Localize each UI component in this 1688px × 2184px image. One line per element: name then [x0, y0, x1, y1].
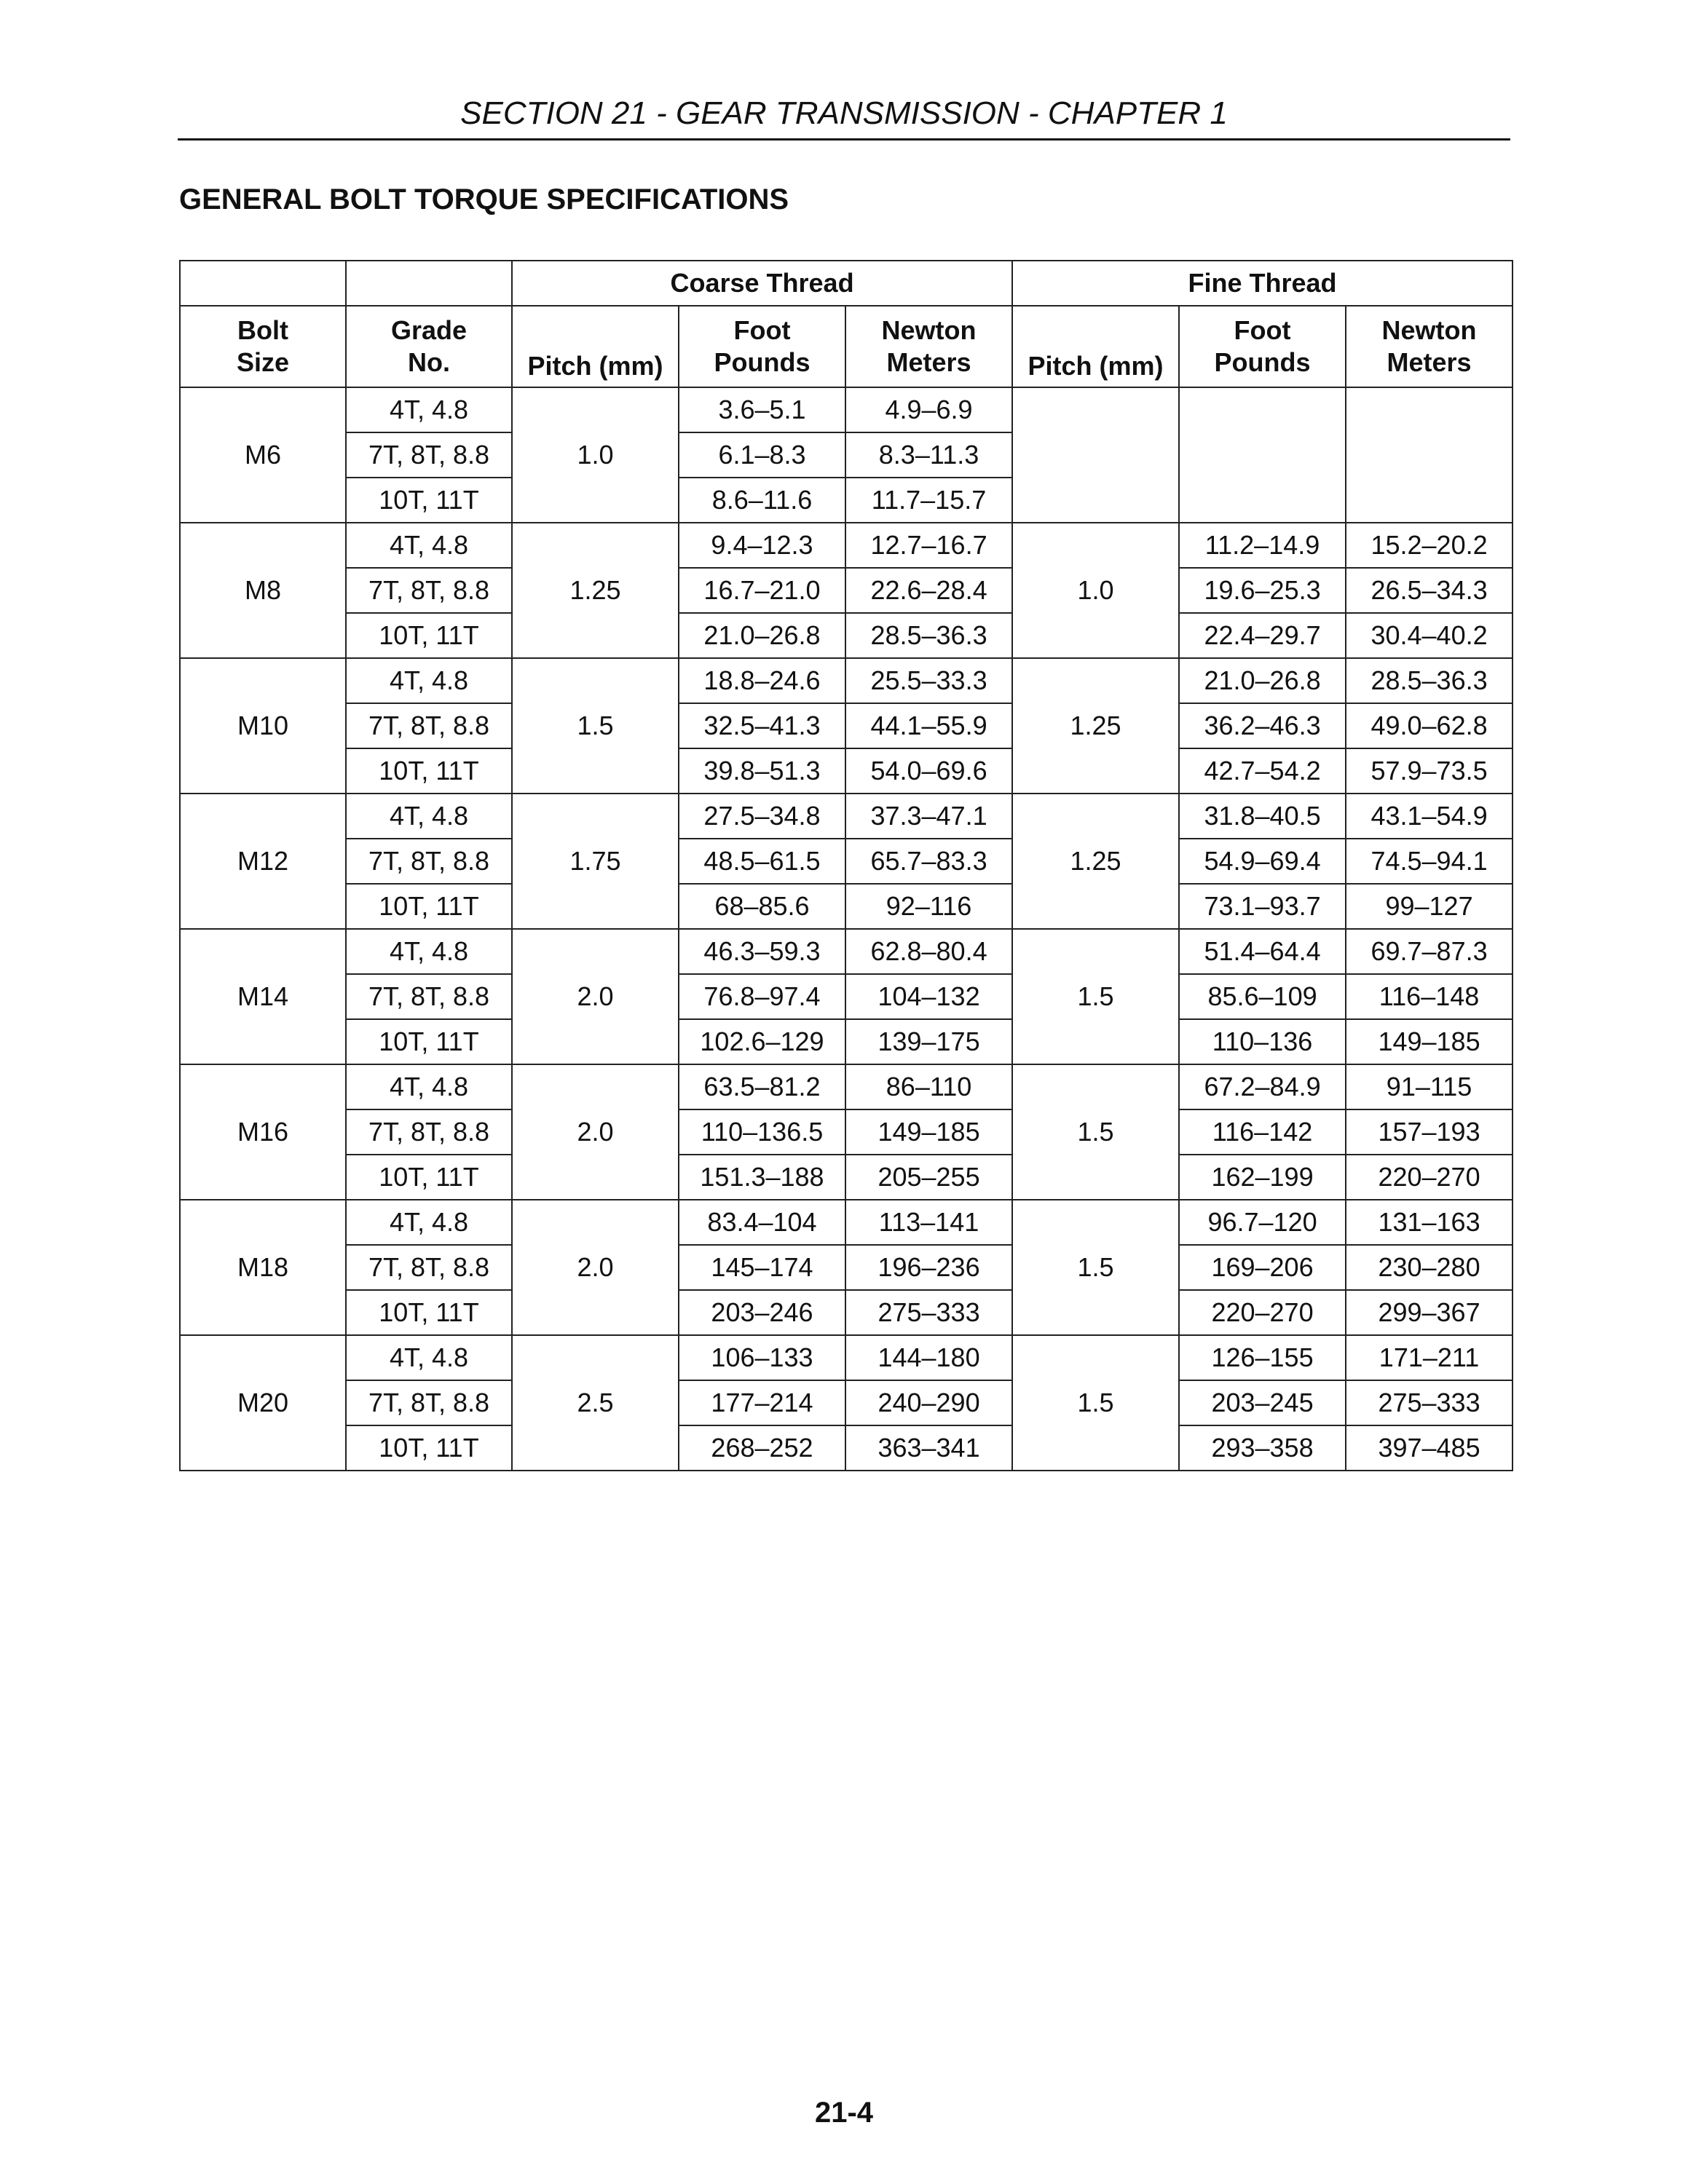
coarse-newton-meters-cell: 149–185 [845, 1109, 1012, 1155]
fine-newton-meters-cell: 43.1–54.9 [1346, 794, 1513, 839]
coarse-foot-pounds-cell: 145–174 [679, 1245, 845, 1290]
fine-newton-meters-cell [1346, 387, 1513, 523]
coarse-newton-meters-cell: 22.6–28.4 [845, 568, 1012, 613]
coarse-pitch-cell: 2.0 [512, 929, 679, 1064]
fine-pitch-cell: 1.25 [1012, 794, 1179, 929]
fine-foot-pounds-header: Foot Pounds [1179, 306, 1346, 387]
coarse-pitch-cell: 2.5 [512, 1335, 679, 1471]
table-row [180, 1290, 1513, 1335]
coarse-newton-meters-cell: 28.5–36.3 [845, 613, 1012, 658]
coarse-pitch-header: Pitch (mm) [512, 306, 679, 387]
grade-cell: 10T, 11T [346, 478, 512, 523]
coarse-newton-meters-header: Newton Meters [845, 306, 1012, 387]
grade-cell: 7T, 8T, 8.8 [346, 568, 512, 613]
coarse-foot-pounds-cell: 39.8–51.3 [679, 748, 845, 794]
coarse-newton-meters-cell: 363–341 [845, 1425, 1012, 1471]
fine-newton-meters-cell: 57.9–73.5 [1346, 748, 1513, 794]
grade-cell: 10T, 11T [346, 884, 512, 929]
table-row [180, 1335, 1513, 1380]
coarse-newton-meters-cell: 11.7–15.7 [845, 478, 1012, 523]
coarse-newton-meters-cell: 65.7–83.3 [845, 839, 1012, 884]
fine-foot-pounds-cell: 31.8–40.5 [1179, 794, 1346, 839]
empty-header-cell [180, 261, 346, 306]
fine-newton-meters-cell: 275–333 [1346, 1380, 1513, 1425]
table-row [180, 523, 1513, 568]
coarse-foot-pounds-header: Foot Pounds [679, 306, 845, 387]
fine-newton-meters-cell: 397–485 [1346, 1425, 1513, 1471]
table-row [180, 387, 1513, 432]
bolt-size-cell: M16 [180, 1064, 346, 1200]
fine-thread-header: Fine Thread [1012, 261, 1513, 306]
coarse-foot-pounds-cell: 27.5–34.8 [679, 794, 845, 839]
fine-foot-pounds-cell: 96.7–120 [1179, 1200, 1346, 1245]
table-row [180, 1200, 1513, 1245]
fine-newton-meters-cell: 28.5–36.3 [1346, 658, 1513, 703]
fine-pitch-cell: 1.5 [1012, 1064, 1179, 1200]
fine-newton-meters-cell: 131–163 [1346, 1200, 1513, 1245]
bolt-size-cell: M12 [180, 794, 346, 929]
coarse-foot-pounds-cell: 3.6–5.1 [679, 387, 845, 432]
coarse-newton-meters-cell: 104–132 [845, 974, 1012, 1019]
grade-cell: 10T, 11T [346, 748, 512, 794]
fine-pitch-header: Pitch (mm) [1012, 306, 1179, 387]
bolt-size-cell: M8 [180, 523, 346, 658]
fine-newton-meters-cell: 30.4–40.2 [1346, 613, 1513, 658]
fine-newton-meters-cell: 69.7–87.3 [1346, 929, 1513, 974]
fine-foot-pounds-cell: 169–206 [1179, 1245, 1346, 1290]
table-row [180, 794, 1513, 839]
coarse-pitch-cell: 1.25 [512, 523, 679, 658]
group-header-row [180, 261, 1513, 306]
fine-pitch-cell: 1.5 [1012, 929, 1179, 1064]
table-row [180, 929, 1513, 974]
table-row [180, 1245, 1513, 1290]
table-row [180, 1155, 1513, 1200]
coarse-newton-meters-cell: 12.7–16.7 [845, 523, 1012, 568]
coarse-thread-header: Coarse Thread [512, 261, 1012, 306]
grade-cell: 4T, 4.8 [346, 929, 512, 974]
fine-newton-meters-cell: 49.0–62.8 [1346, 703, 1513, 748]
coarse-pitch-cell: 2.0 [512, 1200, 679, 1335]
coarse-newton-meters-cell: 92–116 [845, 884, 1012, 929]
grade-cell: 10T, 11T [346, 1425, 512, 1471]
grade-cell: 4T, 4.8 [346, 794, 512, 839]
fine-foot-pounds-cell: 36.2–46.3 [1179, 703, 1346, 748]
grade-cell: 4T, 4.8 [346, 523, 512, 568]
grade-no-header: Grade No. [346, 306, 512, 387]
fine-foot-pounds-cell: 116–142 [1179, 1109, 1346, 1155]
table-row [180, 748, 1513, 794]
coarse-newton-meters-cell: 44.1–55.9 [845, 703, 1012, 748]
grade-cell: 4T, 4.8 [346, 1200, 512, 1245]
fine-newton-meters-cell: 15.2–20.2 [1346, 523, 1513, 568]
table-row [180, 1019, 1513, 1064]
coarse-newton-meters-cell: 54.0–69.6 [845, 748, 1012, 794]
coarse-pitch-cell: 1.0 [512, 387, 679, 523]
table-row [180, 703, 1513, 748]
fine-foot-pounds-cell: 162–199 [1179, 1155, 1346, 1200]
table-row [180, 1380, 1513, 1425]
coarse-pitch-cell: 1.5 [512, 658, 679, 794]
coarse-pitch-cell: 1.75 [512, 794, 679, 929]
grade-cell: 7T, 8T, 8.8 [346, 1245, 512, 1290]
table-row [180, 1425, 1513, 1471]
fine-pitch-cell: 1.0 [1012, 523, 1179, 658]
grade-cell: 10T, 11T [346, 1155, 512, 1200]
bolt-size-cell: M20 [180, 1335, 346, 1471]
coarse-foot-pounds-cell: 110–136.5 [679, 1109, 845, 1155]
fine-foot-pounds-cell [1179, 387, 1346, 523]
header-rule [178, 138, 1510, 141]
table-row [180, 974, 1513, 1019]
coarse-newton-meters-cell: 25.5–33.3 [845, 658, 1012, 703]
fine-pitch-cell: 1.25 [1012, 658, 1179, 794]
fine-foot-pounds-cell: 85.6–109 [1179, 974, 1346, 1019]
coarse-newton-meters-cell: 86–110 [845, 1064, 1012, 1109]
coarse-foot-pounds-cell: 102.6–129 [679, 1019, 845, 1064]
empty-header-cell [346, 261, 512, 306]
fine-newton-meters-cell: 91–115 [1346, 1064, 1513, 1109]
coarse-newton-meters-cell: 8.3–11.3 [845, 432, 1012, 478]
fine-newton-meters-cell: 26.5–34.3 [1346, 568, 1513, 613]
torque-table-container [179, 260, 1512, 1471]
bolt-size-cell: M10 [180, 658, 346, 794]
fine-pitch-cell [1012, 387, 1179, 523]
document-title: GENERAL BOLT TORQUE SPECIFICATIONS [179, 183, 789, 215]
coarse-newton-meters-cell: 37.3–47.1 [845, 794, 1012, 839]
table-row [180, 658, 1513, 703]
fine-newton-meters-cell: 299–367 [1346, 1290, 1513, 1335]
table-row [180, 1064, 1513, 1109]
grade-cell: 4T, 4.8 [346, 1335, 512, 1380]
fine-newton-meters-header: Newton Meters [1346, 306, 1513, 387]
page-number: 21-4 [814, 2097, 874, 2129]
fine-foot-pounds-cell: 11.2–14.9 [1179, 523, 1346, 568]
fine-pitch-cell: 1.5 [1012, 1335, 1179, 1471]
coarse-foot-pounds-cell: 9.4–12.3 [679, 523, 845, 568]
grade-cell: 7T, 8T, 8.8 [346, 432, 512, 478]
coarse-foot-pounds-cell: 106–133 [679, 1335, 845, 1380]
coarse-foot-pounds-cell: 16.7–21.0 [679, 568, 845, 613]
table-row [180, 884, 1513, 929]
coarse-newton-meters-cell: 196–236 [845, 1245, 1012, 1290]
table-row [180, 839, 1513, 884]
coarse-foot-pounds-cell: 63.5–81.2 [679, 1064, 845, 1109]
grade-cell: 7T, 8T, 8.8 [346, 703, 512, 748]
fine-foot-pounds-cell: 21.0–26.8 [1179, 658, 1346, 703]
fine-foot-pounds-cell: 110–136 [1179, 1019, 1346, 1064]
coarse-foot-pounds-cell: 177–214 [679, 1380, 845, 1425]
fine-foot-pounds-cell: 19.6–25.3 [1179, 568, 1346, 613]
coarse-foot-pounds-cell: 151.3–188 [679, 1155, 845, 1200]
coarse-foot-pounds-cell: 21.0–26.8 [679, 613, 845, 658]
coarse-newton-meters-cell: 275–333 [845, 1290, 1012, 1335]
fine-foot-pounds-cell: 126–155 [1179, 1335, 1346, 1380]
coarse-foot-pounds-cell: 32.5–41.3 [679, 703, 845, 748]
coarse-newton-meters-cell: 205–255 [845, 1155, 1012, 1200]
coarse-newton-meters-cell: 139–175 [845, 1019, 1012, 1064]
coarse-pitch-cell: 2.0 [512, 1064, 679, 1200]
coarse-newton-meters-cell: 113–141 [845, 1200, 1012, 1245]
table-row [180, 1109, 1513, 1155]
table-row [180, 568, 1513, 613]
grade-cell: 7T, 8T, 8.8 [346, 1380, 512, 1425]
bolt-size-cell: M18 [180, 1200, 346, 1335]
grade-cell: 10T, 11T [346, 1019, 512, 1064]
coarse-foot-pounds-cell: 48.5–61.5 [679, 839, 845, 884]
grade-cell: 7T, 8T, 8.8 [346, 1109, 512, 1155]
coarse-newton-meters-cell: 62.8–80.4 [845, 929, 1012, 974]
grade-cell: 7T, 8T, 8.8 [346, 839, 512, 884]
coarse-newton-meters-cell: 4.9–6.9 [845, 387, 1012, 432]
fine-foot-pounds-cell: 22.4–29.7 [1179, 613, 1346, 658]
fine-newton-meters-cell: 99–127 [1346, 884, 1513, 929]
fine-foot-pounds-cell: 42.7–54.2 [1179, 748, 1346, 794]
bolt-size-cell: M6 [180, 387, 346, 523]
coarse-foot-pounds-cell: 6.1–8.3 [679, 432, 845, 478]
section-header: SECTION 21 - GEAR TRANSMISSION - CHAPTER 1 [460, 95, 1228, 131]
grade-cell: 4T, 4.8 [346, 387, 512, 432]
fine-foot-pounds-cell: 51.4–64.4 [1179, 929, 1346, 974]
grade-cell: 4T, 4.8 [346, 1064, 512, 1109]
coarse-newton-meters-cell: 144–180 [845, 1335, 1012, 1380]
column-header-row [180, 306, 1513, 387]
coarse-foot-pounds-cell: 46.3–59.3 [679, 929, 845, 974]
coarse-foot-pounds-cell: 203–246 [679, 1290, 845, 1335]
torque-table-body [180, 387, 1513, 1471]
fine-newton-meters-cell: 171–211 [1346, 1335, 1513, 1380]
torque-spec-table [179, 260, 1513, 1471]
coarse-foot-pounds-cell: 8.6–11.6 [679, 478, 845, 523]
fine-pitch-cell: 1.5 [1012, 1200, 1179, 1335]
table-row [180, 613, 1513, 658]
grade-cell: 4T, 4.8 [346, 658, 512, 703]
fine-foot-pounds-cell: 54.9–69.4 [1179, 839, 1346, 884]
coarse-foot-pounds-cell: 68–85.6 [679, 884, 845, 929]
bolt-size-cell: M14 [180, 929, 346, 1064]
fine-newton-meters-cell: 149–185 [1346, 1019, 1513, 1064]
coarse-foot-pounds-cell: 18.8–24.6 [679, 658, 845, 703]
fine-newton-meters-cell: 220–270 [1346, 1155, 1513, 1200]
grade-cell: 7T, 8T, 8.8 [346, 974, 512, 1019]
fine-newton-meters-cell: 230–280 [1346, 1245, 1513, 1290]
grade-cell: 10T, 11T [346, 613, 512, 658]
bolt-size-header: Bolt Size [180, 306, 346, 387]
fine-foot-pounds-cell: 293–358 [1179, 1425, 1346, 1471]
coarse-foot-pounds-cell: 268–252 [679, 1425, 845, 1471]
coarse-newton-meters-cell: 240–290 [845, 1380, 1012, 1425]
fine-foot-pounds-cell: 67.2–84.9 [1179, 1064, 1346, 1109]
fine-foot-pounds-cell: 220–270 [1179, 1290, 1346, 1335]
fine-newton-meters-cell: 74.5–94.1 [1346, 839, 1513, 884]
fine-foot-pounds-cell: 73.1–93.7 [1179, 884, 1346, 929]
fine-newton-meters-cell: 116–148 [1346, 974, 1513, 1019]
grade-cell: 10T, 11T [346, 1290, 512, 1335]
fine-foot-pounds-cell: 203–245 [1179, 1380, 1346, 1425]
coarse-foot-pounds-cell: 76.8–97.4 [679, 974, 845, 1019]
coarse-foot-pounds-cell: 83.4–104 [679, 1200, 845, 1245]
fine-newton-meters-cell: 157–193 [1346, 1109, 1513, 1155]
